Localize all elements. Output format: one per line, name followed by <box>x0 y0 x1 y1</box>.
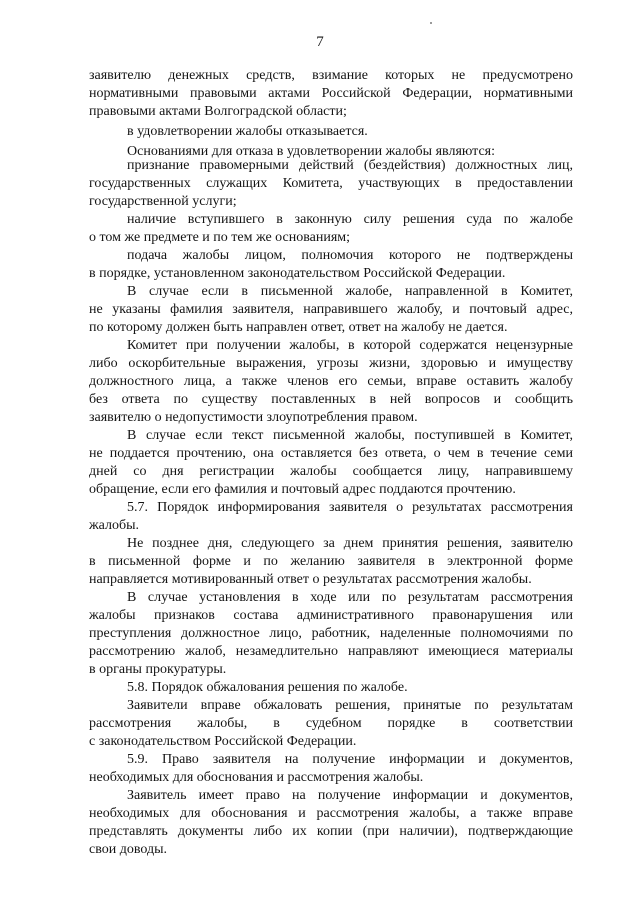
text-line: обращение, если его фамилия и почтовый адрес поддаются прочтению. <box>89 482 516 497</box>
scan-speck <box>430 22 432 24</box>
text-line: необходимых для обоснования и рассмотрения жалобы. <box>89 770 424 785</box>
text-line: жалобы признаков состава административного правонарушения или <box>89 608 573 623</box>
text-line: жалобы. <box>89 518 140 533</box>
text-line: представлять документы либо их копии (при наличии), подтверждающие <box>89 824 573 839</box>
text-line: В случае если текст письменной жалобы, поступившей в Комитет, <box>127 428 573 443</box>
text-line: В случае установления в ходе или по результатам рассмотрения <box>127 590 573 605</box>
text-line: дней со дня регистрации жалобы сообщается лицу, направившему <box>89 464 573 479</box>
text-line: государственных служащих Комитета, участвующих в предоставлении <box>89 176 573 191</box>
text-line: в органы прокуратуры. <box>89 662 227 677</box>
text-line: Не позднее дня, следующего за днем принятия решения, заявителю <box>127 536 573 551</box>
text-line: заявителю о недопустимости злоупотребления правом. <box>89 410 418 425</box>
text-line: В случае если в письменной жалобе, направленной в Комитет, <box>127 284 573 299</box>
text-line: о том же предмете и по тем же основаниям; <box>89 230 351 245</box>
text-line: рассмотрению жалоб, незамедлительно направляют имеющиеся материалы <box>89 644 573 659</box>
text-line: должностного лица, а также членов его семьи, вправе оставить жалобу <box>89 374 573 389</box>
text-line: необходимых для обоснования и рассмотрения жалобы, а также вправе <box>89 806 573 821</box>
text-line: государственной услуги; <box>89 194 237 209</box>
text-line: наличие вступившего в законную силу решения суда по жалобе <box>127 212 573 227</box>
text-line: 5.9. Право заявителя на получение информации и документов, <box>127 752 573 767</box>
text-line: Основаниями для отказа в удовлетворении жалобы являются: <box>127 144 495 159</box>
text-line: либо оскорбительные выражения, угрозы жизни, здоровью и имуществу <box>89 356 573 371</box>
page-number: 7 <box>316 34 324 50</box>
text-line: Комитет при получении жалобы, в которой содержатся нецензурные <box>127 338 573 353</box>
text-line: не поддается прочтению, она оставляется без ответа, о чем в течение семи <box>89 446 573 461</box>
text-line: в письменной форме и по желанию заявителя в электронной форме <box>89 554 573 569</box>
text-line: признание правомерными действий (бездействия) должностных лиц, <box>127 158 573 173</box>
text-line: Заявитель имеет право на получение информации и документов, <box>127 788 573 803</box>
text-line: Заявители вправе обжаловать решения, принятые по результатам <box>127 698 573 713</box>
text-line: преступления должностное лицо, работник, наделенные полномочиями по <box>89 626 573 641</box>
text-line: с законодательством Российской Федерации. <box>89 734 357 749</box>
text-line: заявителю денежных средств, взимание которых не предусмотрено <box>89 68 573 83</box>
text-line: свои доводы. <box>89 842 167 857</box>
text-line: направляется мотивированный ответ о результатах рассмотрения жалобы. <box>89 572 532 587</box>
text-line: по которому должен быть направлен ответ, ответ на жалобу не дается. <box>89 320 508 335</box>
text-line: нормативными правовыми актами Российской Федерации, нормативными <box>89 86 573 101</box>
text-line: рассмотрения жалобы, в судебном порядке в соответствии <box>89 716 573 731</box>
text-line: в порядке, установленном законодательством Российской Федерации. <box>89 266 506 281</box>
text-line: в удовлетворении жалобы отказывается. <box>127 124 368 139</box>
text-line: подача жалобы лицом, полномочия которого не подтверждены <box>127 248 573 263</box>
text-line: не указаны фамилия заявителя, направившего жалобу, и почтовый адрес, <box>89 302 573 317</box>
text-line: без ответа по существу поставленных в ней вопросов и сообщить <box>89 392 573 407</box>
text-line: 5.8. Порядок обжалования решения по жалобе. <box>127 680 408 695</box>
text-line: правовыми актами Волгоградской области; <box>89 104 347 119</box>
text-line: 5.7. Порядок информирования заявителя о результатах рассмотрения <box>127 500 573 515</box>
